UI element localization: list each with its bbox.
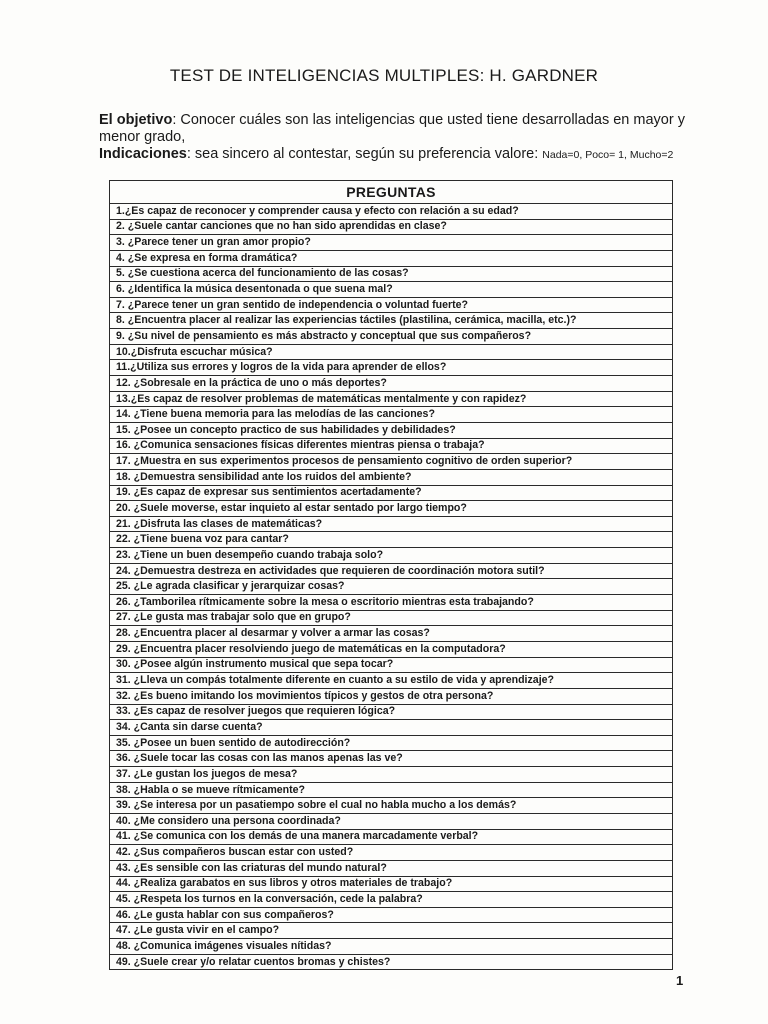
table-row — [110, 610, 673, 626]
question-text: 33. ¿Es capaz de resolver juegos que requieren lógica? — [110, 704, 673, 720]
question-text: 10.¿Disfruta escuchar música? — [110, 344, 673, 360]
table-row — [110, 845, 673, 861]
objective-text: : Conocer cuáles son las inteligencias que usted tiene desarrolladas en mayor y menor grado, — [99, 112, 685, 145]
question-text: 30. ¿Posee algún instrumento musical que sepa tocar? — [110, 657, 673, 673]
table-row — [110, 548, 673, 564]
table-row — [110, 563, 673, 579]
table-row — [110, 485, 673, 501]
question-text: 29. ¿Encuentra placer resolviendo juego de matemáticas en la computadora? — [110, 641, 673, 657]
table-row — [110, 344, 673, 360]
table-row — [110, 407, 673, 423]
question-text: 14. ¿Tiene buena memoria para las melodías de las canciones? — [110, 407, 673, 423]
question-text: 4. ¿Se expresa en forma dramática? — [110, 250, 673, 266]
document-title: TEST DE INTELIGENCIAS MULTIPLES: H. GARDNER — [169, 66, 599, 85]
question-text: 39. ¿Se interesa por un pasatiempo sobre el cual no habla mucho a los demás? — [110, 798, 673, 814]
table-row — [110, 579, 673, 595]
table-row — [110, 626, 673, 642]
table-row — [110, 751, 673, 767]
table-row — [110, 391, 673, 407]
table-row — [110, 469, 673, 485]
question-text: 42. ¿Sus compañeros buscan estar con usted? — [110, 845, 673, 861]
question-text: 12. ¿Sobresale en la práctica de uno o más deportes? — [110, 376, 673, 392]
table-row — [110, 798, 673, 814]
question-text: 28. ¿Encuentra placer al desarmar y volver a armar las cosas? — [110, 626, 673, 642]
question-text: 5. ¿Se cuestiona acerca del funcionamiento de las cosas? — [110, 266, 673, 282]
question-text: 23. ¿Tiene un buen desempeño cuando trabaja solo? — [110, 548, 673, 564]
question-text: 32. ¿Es bueno imitando los movimientos típicos y gestos de otra persona? — [110, 688, 673, 704]
table-row — [110, 438, 673, 454]
table-row — [110, 673, 673, 689]
table-row — [110, 250, 673, 266]
table-row — [110, 767, 673, 783]
table-row — [110, 641, 673, 657]
question-text: 44. ¿Realiza garabatos en sus libros y otros materiales de trabajo? — [110, 876, 673, 892]
table-row — [110, 657, 673, 673]
question-text: 25. ¿Le agrada clasificar y jerarquizar cosas? — [110, 579, 673, 595]
table-header-row — [110, 181, 673, 204]
table-row — [110, 829, 673, 845]
question-text: 17. ¿Muestra en sus experimentos procesos de pensamiento cognitivo de orden superior? — [110, 454, 673, 470]
instructions-label: Indicaciones — [99, 146, 187, 162]
question-text: 31. ¿Lleva un compás totalmente diferente en cuanto a su estilo de vida y aprendizaje? — [110, 673, 673, 689]
question-text: 35. ¿Posee un buen sentido de autodirección? — [110, 735, 673, 751]
question-text: 26. ¿Tamborilea rítmicamente sobre la mesa o escritorio mientras esta trabajando? — [110, 595, 673, 611]
question-text: 45. ¿Respeta los turnos en la conversación, cede la palabra? — [110, 892, 673, 908]
question-text: 18. ¿Demuestra sensibilidad ante los ruidos del ambiente? — [110, 469, 673, 485]
table-row — [110, 782, 673, 798]
question-text: 16. ¿Comunica sensaciones físicas diferentes mientras piensa o trabaja? — [110, 438, 673, 454]
table-row — [110, 282, 673, 298]
question-text: 13.¿Es capaz de resolver problemas de matemáticas mentalmente y con rapidez? — [110, 391, 673, 407]
intro-section — [99, 112, 689, 164]
table-row — [110, 422, 673, 438]
objective-paragraph — [99, 112, 689, 146]
question-text: 49. ¿Suele crear y/o relatar cuentos bromas y chistes? — [110, 954, 673, 970]
table-row — [110, 939, 673, 955]
question-text: 9. ¿Su nivel de pensamiento es más abstracto y conceptual que sus compañeros? — [110, 329, 673, 345]
table-row — [110, 735, 673, 751]
question-text: 7. ¿Parece tener un gran sentido de independencia o voluntad fuerte? — [110, 297, 673, 313]
table-row — [110, 892, 673, 908]
question-text: 47. ¿Le gusta vivir en el campo? — [110, 923, 673, 939]
table-row — [110, 360, 673, 376]
question-text: 46. ¿Le gusta hablar con sus compañeros? — [110, 907, 673, 923]
instructions-text: : sea sincero al contestar, según su preferencia valore: — [186, 146, 543, 162]
table-row — [110, 532, 673, 548]
table-row — [110, 204, 673, 220]
question-text: 48. ¿Comunica imágenes visuales nítidas? — [110, 939, 673, 955]
question-text: 27. ¿Le gusta mas trabajar solo que en grupo? — [110, 610, 673, 626]
question-text: 11.¿Utiliza sus errores y logros de la vida para aprender de ellos? — [110, 360, 673, 376]
question-text: 43. ¿Es sensible con las criaturas del mundo natural? — [110, 860, 673, 876]
question-text: 37. ¿Le gustan los juegos de mesa? — [110, 767, 673, 783]
question-text: 22. ¿Tiene buena voz para cantar? — [110, 532, 673, 548]
table-row — [110, 329, 673, 345]
questions-table — [109, 180, 673, 970]
table-row — [110, 595, 673, 611]
question-text: 2. ¿Suele cantar canciones que no han sido aprendidas en clase? — [110, 219, 673, 235]
question-text: 36. ¿Suele tocar las cosas con las manos apenas las ve? — [110, 751, 673, 767]
table-row — [110, 860, 673, 876]
table-row — [110, 376, 673, 392]
table-row — [110, 704, 673, 720]
question-text: 3. ¿Parece tener un gran amor propio? — [110, 235, 673, 251]
question-text: 41. ¿Se comunica con los demás de una manera marcadamente verbal? — [110, 829, 673, 845]
question-text: 40. ¿Me considero una persona coordinada? — [110, 813, 673, 829]
question-text: 6. ¿Identifica la música desentonada o que suena mal? — [110, 282, 673, 298]
question-rows — [110, 204, 673, 970]
table-header: PREGUNTAS — [110, 181, 673, 204]
objective-label: El objetivo — [99, 112, 173, 128]
table-row — [110, 876, 673, 892]
table-row — [110, 313, 673, 329]
question-text: 21. ¿Disfruta las clases de matemáticas? — [110, 516, 673, 532]
table-row — [110, 297, 673, 313]
table-row — [110, 813, 673, 829]
table-row — [110, 907, 673, 923]
page-number: 1 — [676, 973, 684, 988]
table-row — [110, 516, 673, 532]
table-row — [110, 235, 673, 251]
question-text: 1.¿Es capaz de reconocer y comprender causa y efecto con relación a su edad? — [110, 204, 673, 220]
question-text: 34. ¿Canta sin darse cuenta? — [110, 720, 673, 736]
table-row — [110, 501, 673, 517]
instructions-paragraph — [99, 146, 689, 164]
table-row — [110, 219, 673, 235]
question-text: 8. ¿Encuentra placer al realizar las experiencias táctiles (plastilina, cerámica, macilla, etc.)? — [110, 313, 673, 329]
question-text: 38. ¿Habla o se mueve rítmicamente? — [110, 782, 673, 798]
question-text: 19. ¿Es capaz de expresar sus sentimientos acertadamente? — [110, 485, 673, 501]
table-row — [110, 266, 673, 282]
question-text: 20. ¿Suele moverse, estar inquieto al estar sentado por largo tiempo? — [110, 501, 673, 517]
table-row — [110, 688, 673, 704]
question-text: 24. ¿Demuestra destreza en actividades que requieren de coordinación motora sutil? — [110, 563, 673, 579]
table-row — [110, 454, 673, 470]
table-row — [110, 720, 673, 736]
question-text: 15. ¿Posee un concepto practico de sus habilidades y debilidades? — [110, 422, 673, 438]
rating-scale: Nada=0, Poco= 1, Mucho=2 — [542, 149, 674, 161]
table-row — [110, 923, 673, 939]
table-row — [110, 954, 673, 970]
